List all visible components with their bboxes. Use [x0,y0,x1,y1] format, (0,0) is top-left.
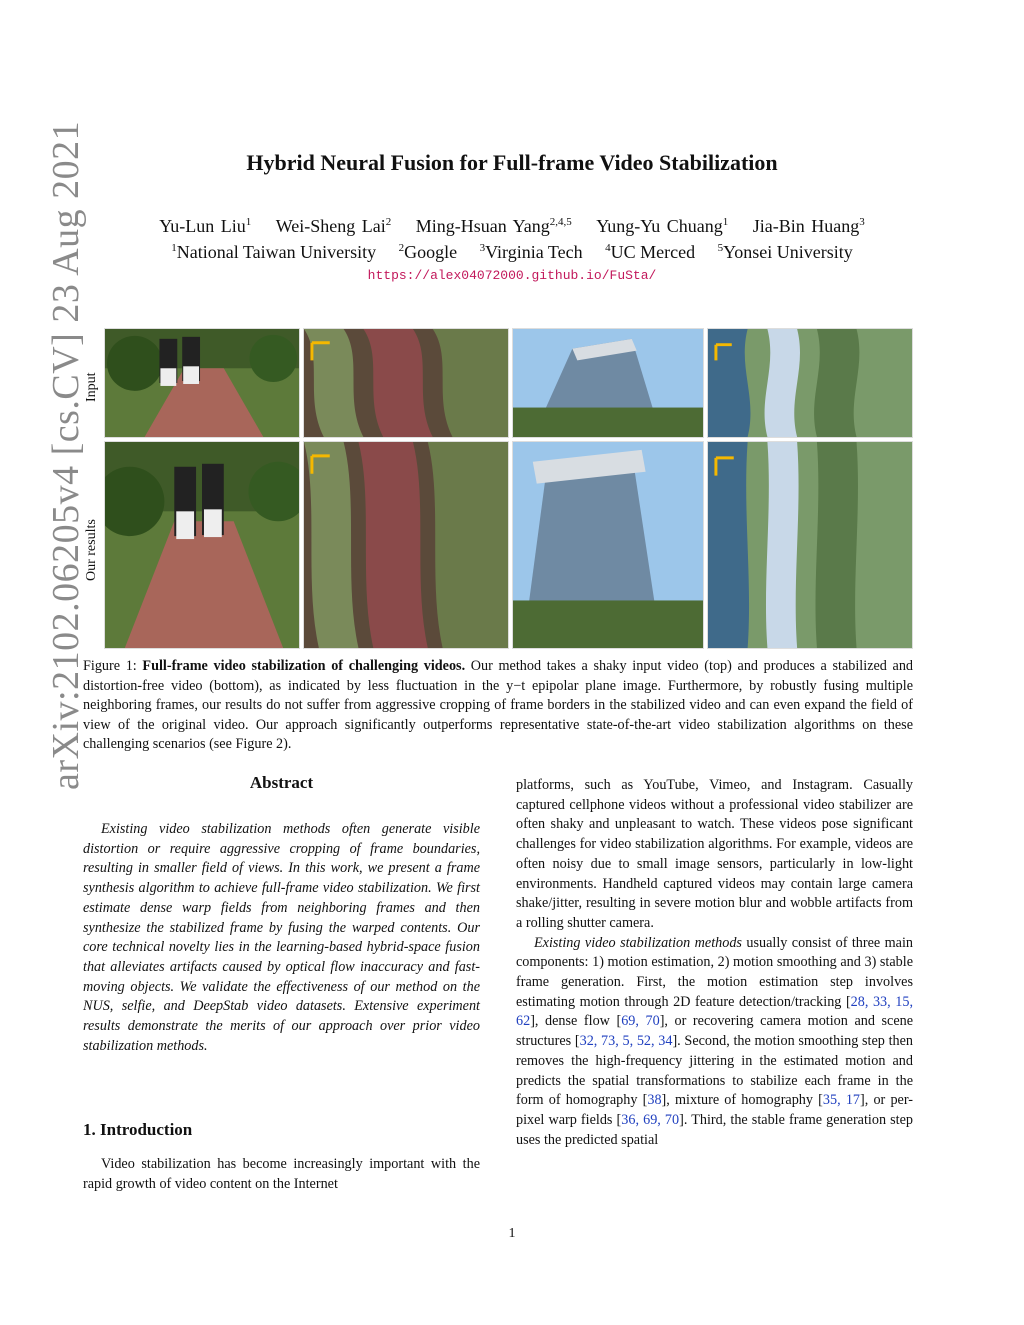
citation-link[interactable]: 32, 73, 5, 52, 34 [579,1033,673,1050]
figure-image-building-epi-input [707,328,913,438]
figure-image-road-epi-input [303,328,509,438]
figure-image-building-epi-result [707,441,913,649]
figure-image-building-result [512,441,704,649]
section-heading-introduction: 1. Introduction [83,1120,193,1139]
citation-link[interactable]: 36, 69, 70 [621,1111,680,1128]
figure-image-building-input [512,328,704,438]
citation-link[interactable]: 35, 17 [822,1092,861,1109]
figure-image-walk-input [104,328,300,438]
author: Jia-Bin Huang$^3$ [752,216,865,236]
author: Wei-Sheng Lai$^2$ [275,216,392,236]
intro-paragraph-continued: platforms, such as YouTube, Vimeo, and Instagram. Casually captured cellphone videos without a professional video stabilizer are often shaky and unpleasant to watch. These videos pose significant challenges for video stabilization algorithms. For example, videos are often noisy due to small image sensors, particularly in low-light environments. Handheld captured videos may contain large camera shake/jitter, resulting in severe motion blur and wobble artifacts from a rolling shutter camera. [516,777,913,931]
affiliation: $^5$Yonsei University [717,242,853,262]
affiliation: $^1$National Taiwan University [171,242,377,262]
citation-link[interactable]: 69, 70 [621,1013,660,1030]
figure-image-walk-result [104,441,300,649]
figure-caption: Figure 1: Full-frame video stabilization of challenging videos. Our method takes a shaky input video (top) and produces a stabilized and distortion-free video (bottom), as indicated by less fluctuation in the y−t epipolar plane image. Furthermore, by robustly fusing multiple neighboring frames, our results do not suffer from aggressive cropping of frame borders in the stabilized video and can even expand the field of view of the original video. Our approach significantly outperforms representative state-of-the-art video stabilization algorithms on these challenging scenarios (see Figure 2). [83,658,914,753]
project-url-link[interactable]: https://alex04072000.github.io/FuSta/ [367,268,657,283]
arxiv-identifier: arXiv:2102.06205v4 [cs.CV] 23 Aug 2021 [45,120,87,790]
author-list [0,216,1024,237]
citation-link[interactable]: 38 [647,1092,662,1109]
citation-link[interactable]: 28, 33, 15, 62 [516,993,913,1030]
author: Yu-Lun Liu$^1$ [159,216,252,236]
affiliation: $^4$UC Merced [605,242,696,262]
author: Yung-Yu Chuang$^1$ [596,216,729,236]
figure-image-road-epi-result [303,441,509,649]
intro-paragraph-2: Existing video stabilization methods usually consist of three main components: 1) motion estimation, 2) motion smoothing and 3) stable frame generation. First, the motion estimation step involves estimating motion through 2D feature detection/tracking [28, 33, 15, 62], dense flow [69, 70], or recovering camera motion and scene structures [32, 73, 5, 52, 34]. Second, the motion smoothing step then removes the high-frequency jittering in the estimated motion and predicts the spatial transformations to stabilize each frame in the form of homography [38], mixture of homography [35, 17], or per-pixel warp fields [36, 69, 70]. Third, the stable frame generation step uses the predicted spatial [516,934,914,1148]
author: Ming-Hsuan Yang$^{2,4,5}$ [415,216,572,236]
row-label-input: Input [84,372,99,402]
row-label-our-results: Our results [84,519,99,581]
intro-right-column [516,776,913,1150]
intro-paragraph-start: Video stabilization has become increasingly important with the rapid growth of video content on the Internet [83,1156,480,1192]
abstract-heading: Abstract [249,773,314,792]
abstract-body: Existing video stabilization methods often generate visible distortion or require aggressive cropping of frame boundaries, resulting in smaller field of views. In this work, we present a frame synthesis algorithm to achieve full-frame video stabilization. We first estimate dense warp fields from neighboring frames and then synthesize the stabilized frame by fusing the warped contents. Our core technical novelty lies in the learning-based hybrid-space fusion that alleviates artifacts caused by optical flow inaccuracy and fast-moving objects. We validate the effectiveness of our method on the NUS, selfie, and DeepStab video datasets. Extensive experiment results demonstrate the merits of our approach over prior video stabilization methods. [83,821,480,1054]
affiliation: $^3$Virginia Tech [479,242,583,262]
page-number: 1 [508,1226,516,1241]
affiliation-list [0,242,1024,263]
affiliation: $^2$Google [398,242,458,262]
paper-title: Hybrid Neural Fusion for Full-frame Video Stabilization [246,150,778,175]
